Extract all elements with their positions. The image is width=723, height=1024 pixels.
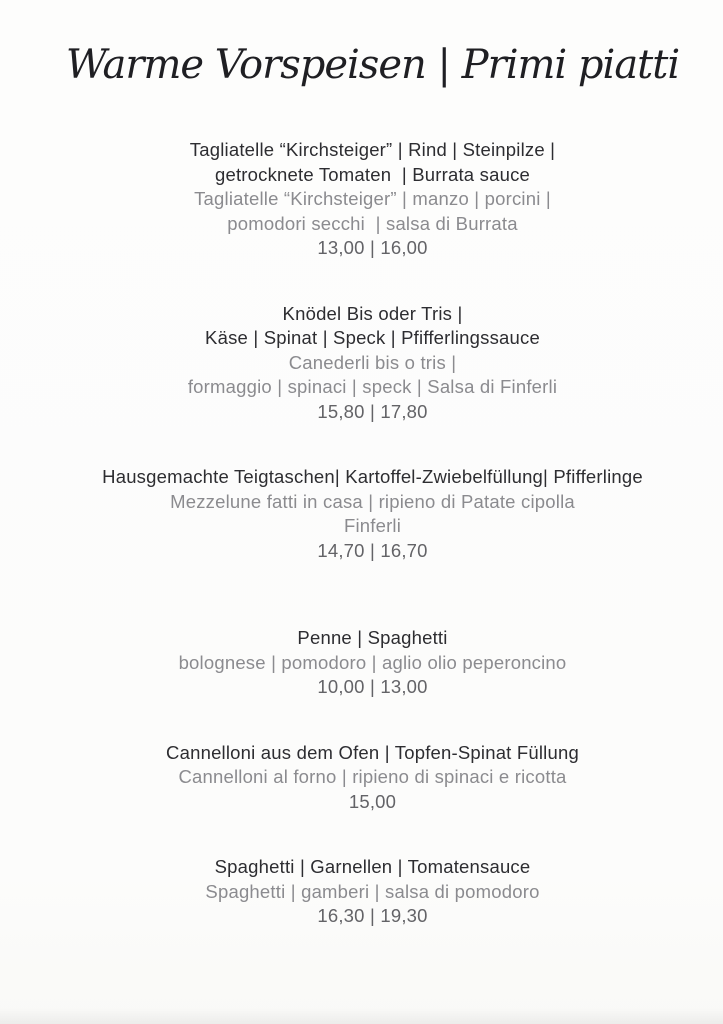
dish-name-german-line: Spaghetti | Garnellen | Tomatensauce	[214, 856, 531, 877]
dish-name-italian-line: Finferli	[343, 515, 402, 536]
dish-name-german-line: Penne | Spaghetti	[297, 627, 448, 648]
dish-name-italian-line: Canederli bis o tris |	[288, 351, 457, 373]
dish-name-italian-line: Tagliatelle “Kirchsteiger” | manzo | porcini |	[194, 188, 551, 209]
dish-name-german-line: getrocknete Tomaten | Burrata sauce	[214, 163, 531, 185]
menu-section-title: Warme Vorspeisen | Primi piatti	[65, 42, 680, 88]
dish-price: 15,00	[348, 790, 397, 812]
dish-name-german-line: Käse | Spinat | Speck | Pfifferlingssauce	[205, 327, 540, 348]
dish-price: 13,00 | 16,00	[317, 237, 428, 258]
menu-item-penne	[22, 626, 723, 700]
menu-item-cannelloni	[22, 741, 723, 815]
dish-name-german-line: Cannelloni aus dem Ofen | Topfen-Spinat Füllung	[166, 741, 579, 763]
menu-item-list	[22, 138, 723, 929]
dish-name-italian-line: Cannelloni al forno | ripieno di spinaci e ricotta	[178, 766, 567, 787]
dish-name-italian-line: Spaghetti | gamberi | salsa di pomodoro	[205, 880, 540, 902]
menu-item-knoedel	[22, 302, 723, 425]
menu-item-teigtaschen	[22, 465, 723, 563]
dish-price: 14,70 | 16,70	[317, 539, 428, 561]
dish-name-german-line: Knödel Bis oder Tris |	[282, 302, 463, 324]
menu-item-spaghetti-garnellen	[22, 855, 723, 929]
dish-name-german-line: Hausgemachte Teigtaschen| Kartoffel-Zwiebelfüllung| Pfifferlinge	[102, 466, 643, 487]
dish-price: 16,30 | 19,30	[317, 905, 428, 926]
dish-price: 10,00 | 13,00	[317, 676, 428, 697]
dish-price: 15,80 | 17,80	[317, 400, 428, 422]
dish-name-italian-line: Mezzelune fatti in casa | ripieno di Patate cipolla	[170, 490, 575, 512]
menu-item-tagliatelle	[22, 138, 723, 261]
dish-name-italian-line: bolognese | pomodoro | aglio olio peperoncino	[178, 651, 567, 673]
dish-name-italian-line: formaggio | spinaci | speck | Salsa di Finferli	[187, 376, 558, 397]
dish-name-german-line: Tagliatelle “Kirchsteiger” | Rind | Steinpilze |	[189, 139, 556, 160]
dish-name-italian-line: pomodori secchi | salsa di Burrata	[227, 212, 518, 234]
